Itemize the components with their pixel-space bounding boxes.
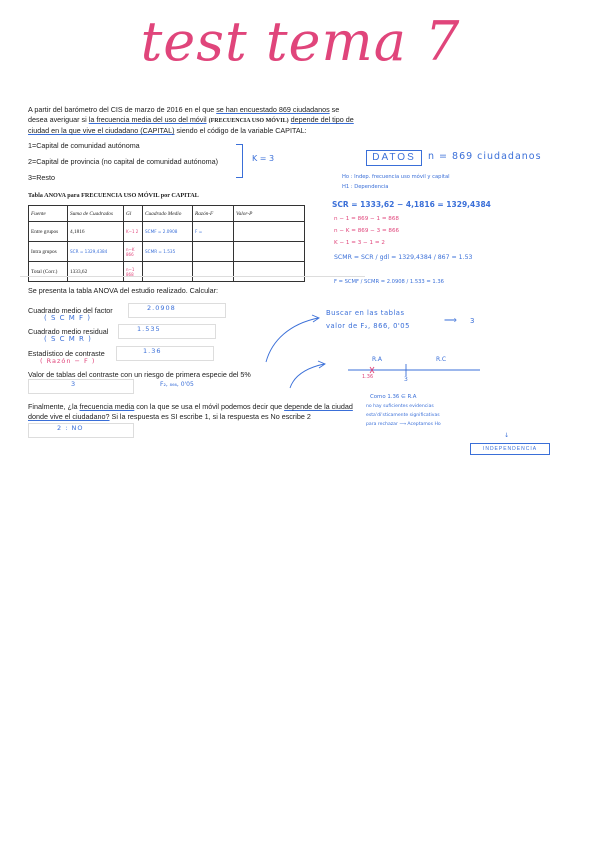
option-3: 3=Resto bbox=[28, 173, 55, 182]
conclusion-line: para rechazar ⟶ Aceptamos Ho bbox=[366, 422, 441, 427]
table-cell: K−1 2 bbox=[124, 222, 143, 242]
option-1: 1=Capital de comunidad autónoma bbox=[28, 141, 140, 150]
datos-box: DATOS bbox=[366, 150, 422, 166]
table-cell: n−K 866 bbox=[124, 242, 143, 262]
critical-mark: 3 bbox=[404, 376, 408, 383]
problem-text: se desea averiguar si bbox=[28, 105, 340, 124]
question-label: Valor de tablas del contraste con un riesgo de primera especie del 5% bbox=[28, 370, 251, 379]
table-cell: F = bbox=[193, 222, 234, 242]
question-label bbox=[28, 402, 358, 422]
f-note: F = SCMF / SCMR = 2.0908 / 1.533 = 1.36 bbox=[334, 279, 444, 285]
question-label: Cuadrado medio residual bbox=[28, 327, 109, 336]
k-note: K = 3 bbox=[252, 154, 275, 163]
table-cell: 4,1816 bbox=[68, 222, 124, 242]
option-2: 2=Capital de provincia (no capital de comunidad autónoma) bbox=[28, 157, 218, 166]
buscar-note: Buscar en las tablas bbox=[326, 309, 405, 317]
question-label: Cuadrado medio del factor bbox=[28, 306, 113, 315]
problem-statement bbox=[28, 105, 360, 136]
statistic-mark: 1.36 bbox=[362, 374, 374, 380]
answer-field[interactable] bbox=[116, 346, 214, 361]
question-label: Estadístico de contraste bbox=[28, 349, 105, 358]
handwritten-label: F₂, ₈₆₆, 0'05 bbox=[160, 381, 194, 388]
header-cell: Cuadrado Medio bbox=[143, 206, 193, 222]
problem-text: A partir del barómetro del CIS de marzo de 2016 en el que bbox=[28, 105, 217, 114]
curved-arrow-icon bbox=[260, 310, 330, 390]
table-row bbox=[29, 242, 305, 262]
answer-field[interactable] bbox=[128, 303, 226, 318]
table-cell: Entre grupos bbox=[29, 222, 68, 242]
handwritten-label: ( S C M F ) bbox=[44, 314, 91, 322]
answer-value: 3 bbox=[71, 380, 77, 388]
answer-value: 1.535 bbox=[137, 325, 161, 333]
table-cell: SCR = 1329,4384 bbox=[68, 242, 124, 262]
df-note: n − K = 869 − 3 = 866 bbox=[334, 228, 400, 234]
question-highlight: frecuencia media bbox=[79, 402, 135, 411]
table-title: Tabla ANOVA para FRECUENCIA USO MÓVIL por CAPITAL bbox=[28, 192, 199, 199]
table-cell: SCMR = 1.535 bbox=[143, 242, 193, 262]
divider bbox=[20, 276, 365, 277]
implies-arrow-icon: ⟹ bbox=[444, 316, 457, 326]
header-cell: Valor-P bbox=[234, 206, 305, 222]
table-row bbox=[29, 262, 305, 282]
problem-highlight: depende del tipo de ciudad en la que vive el ciudadano (CAPITAL) bbox=[28, 115, 354, 135]
handwritten-label: ( Razón − F ) bbox=[40, 357, 96, 365]
question-text: con la que se usa el móvil podemos decir que bbox=[134, 402, 285, 411]
df-note: n − 1 = 869 − 1 = 868 bbox=[334, 216, 399, 222]
question-text: Si la respuesta es SI escribe 1, si la respuesta es No escribe 2 bbox=[109, 412, 311, 421]
table-cell: n−1 868 bbox=[124, 262, 143, 282]
table-header-row bbox=[29, 206, 305, 222]
header-cell: Suma de Cuadrados bbox=[68, 206, 124, 222]
header-cell: Razón-F bbox=[193, 206, 234, 222]
down-arrow-icon: ↓ bbox=[504, 432, 510, 439]
h1-note: H1 : Dependencia bbox=[342, 184, 389, 190]
table-cell bbox=[193, 262, 234, 282]
table-cell bbox=[234, 222, 305, 242]
buscar-note: valor de F₂, 866, 0'05 bbox=[326, 322, 410, 330]
answer-value: 1.36 bbox=[143, 347, 162, 355]
h0-note: Ho : Indep. frecuencia uso móvil y capital bbox=[342, 174, 450, 180]
answer-field[interactable] bbox=[28, 379, 134, 394]
critical-value-note: 3 bbox=[470, 317, 475, 325]
page-title: test tema 7 bbox=[140, 10, 461, 73]
rc-label: R.C bbox=[436, 356, 447, 363]
table-cell bbox=[234, 262, 305, 282]
sample-size-note: n = 869 ciudadanos bbox=[428, 151, 542, 162]
table-cell: 1333,62 bbox=[68, 262, 124, 282]
scr-note: SCR = 1333,62 − 4,1816 = 1329,4384 bbox=[332, 200, 491, 209]
handwritten-label: ( S C M R ) bbox=[44, 335, 92, 343]
answer-field[interactable] bbox=[118, 324, 216, 339]
answer-field[interactable] bbox=[28, 423, 134, 438]
header-cell: Fuente bbox=[29, 206, 68, 222]
df-note: K − 1 = 3 − 1 = 2 bbox=[334, 240, 385, 246]
conclusion-line: no hay suficientes evidencias bbox=[366, 404, 434, 409]
table-cell bbox=[193, 242, 234, 262]
table-cell: Total (Corr.) bbox=[29, 262, 68, 282]
ra-label: R.A bbox=[372, 356, 382, 363]
variable-name: (FRECUENCIA USO MÓVIL) bbox=[208, 118, 289, 124]
independencia-box: INDEPENDENCIA bbox=[470, 443, 550, 455]
problem-highlight: la frecuencia media del uso del móvil bbox=[88, 115, 207, 124]
header-cell: Gl bbox=[124, 206, 143, 222]
answer-value: 2.0908 bbox=[147, 304, 176, 312]
problem-text: siendo el código de la variable CAPITAL: bbox=[174, 126, 307, 135]
table-cell bbox=[234, 242, 305, 262]
brace-mark bbox=[236, 144, 243, 178]
anova-table bbox=[28, 205, 305, 282]
table-cell: Intra grupos bbox=[29, 242, 68, 262]
answer-value: 2 : NO bbox=[57, 424, 84, 432]
table-cell bbox=[143, 262, 193, 282]
conclusion-line: Como 1.36 ∈ R.A bbox=[370, 394, 417, 400]
scmr-note: SCMR = SCR / gdl = 1329,4384 / 867 = 1.53 bbox=[334, 254, 473, 261]
problem-highlight: se han encuestado 869 ciudadanos bbox=[216, 105, 330, 114]
table-cell: SCMF = 2.0908 bbox=[143, 222, 193, 242]
questions-intro: Se presenta la tabla ANOVA del estudio realizado. Calcular: bbox=[28, 286, 219, 295]
conclusion-line: esta'di'sticamente significativas bbox=[366, 413, 440, 418]
question-highlight: depende de la ciudad donde vive el ciudadano? bbox=[28, 402, 353, 421]
table-row bbox=[29, 222, 305, 242]
question-text: Finalmente, ¿la bbox=[28, 402, 80, 411]
